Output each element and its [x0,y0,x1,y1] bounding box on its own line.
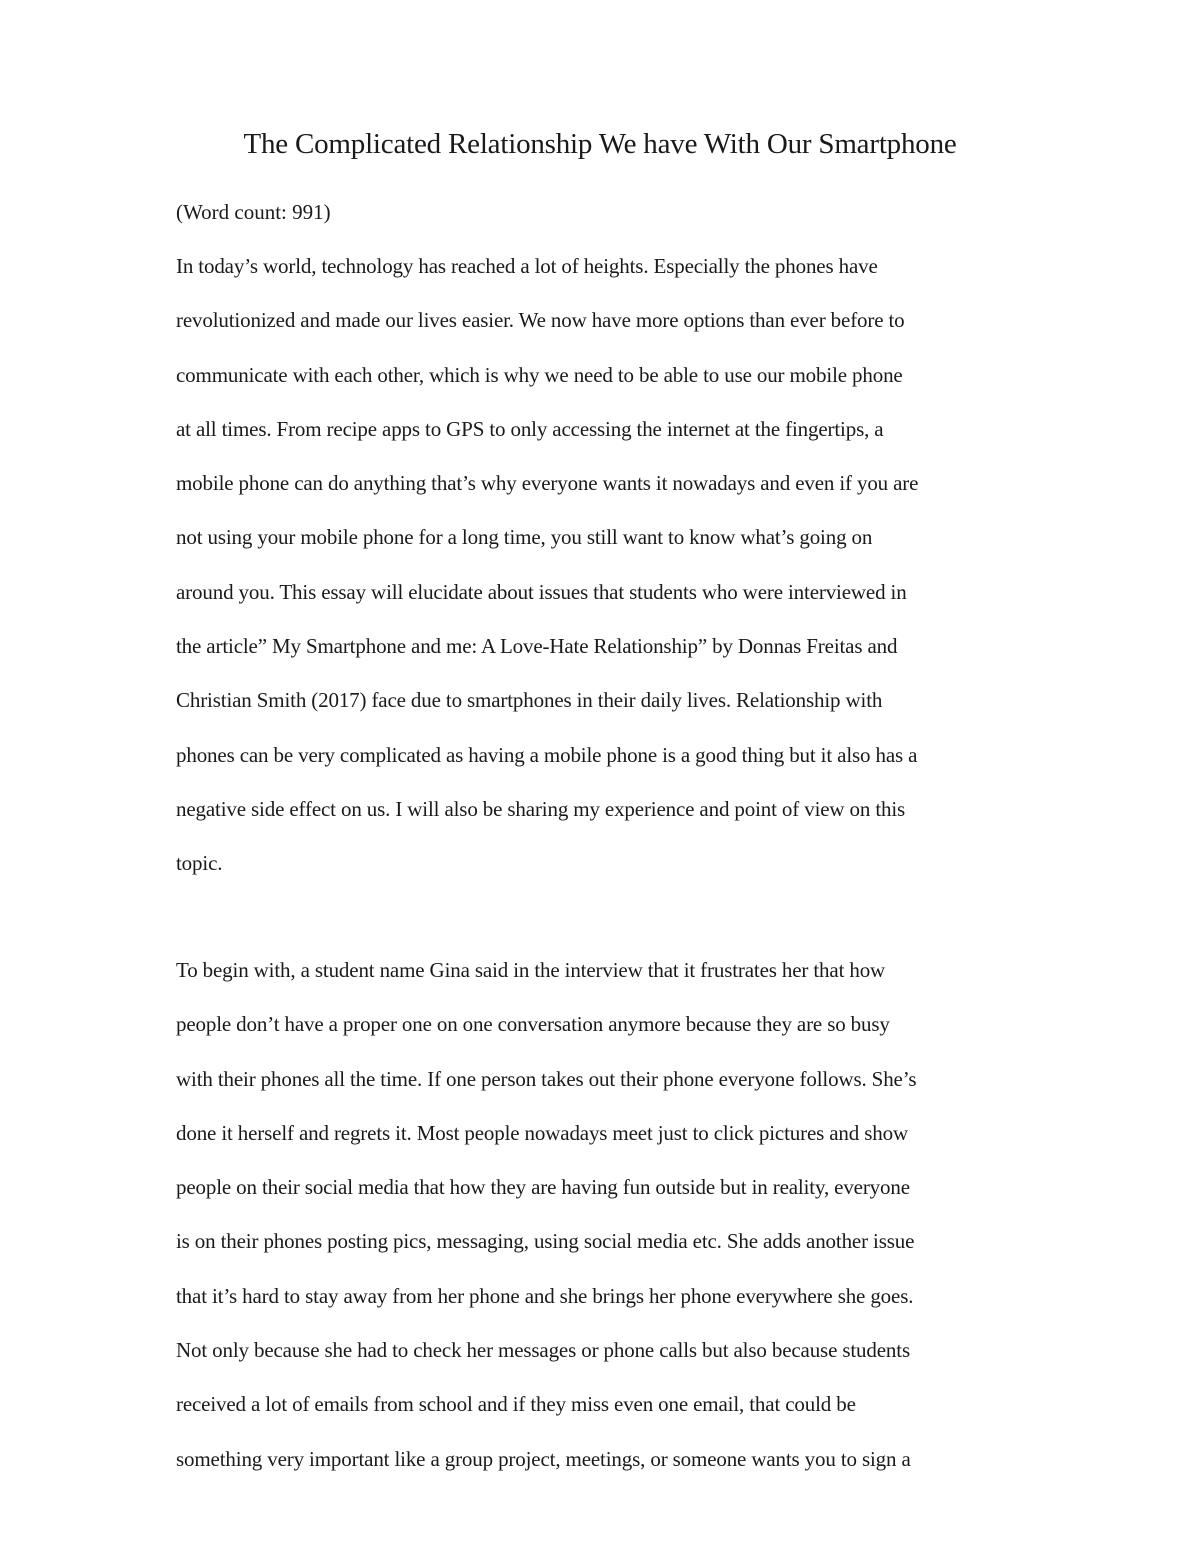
paragraph-line: people don’t have a proper one on one conversation anymore because they are so busy [176,1012,890,1037]
paragraph-line: the article” My Smartphone and me: A Love-Hate Relationship” by Donnas Freitas and [176,634,898,659]
paragraph-line: with their phones all the time. If one person takes out their phone everyone follows. She’s [176,1066,917,1091]
paragraph-line: phones can be very complicated as having a mobile phone is a good thing but it also has a [176,742,918,767]
paragraph-line: done it herself and regrets it. Most people nowadays meet just to click pictures and show [176,1120,908,1145]
paragraph-line: In today’s world, technology has reached a lot of heights. Especially the phones have [176,254,878,278]
paragraph-line: something very important like a group project, meetings, or someone wants you to sign a [176,1446,911,1471]
paragraph-line: To begin with, a student name Gina said in the interview that it frustrates her that how [176,958,886,982]
paragraph-line: at all times. From recipe apps to GPS to only accessing the internet at the fingertips, a [176,416,884,441]
paragraph-2 [176,954,1036,1497]
paragraph-line: communicate with each other, which is why we need to be able to use our mobile phone [176,362,903,387]
paragraph-line: topic. [176,851,223,876]
paragraph-line: Christian Smith (2017) face due to smartphones in their daily lives. Relationship with [176,688,883,713]
paragraph-line: that it’s hard to stay away from her phone and she brings her phone everywhere she goes. [176,1283,914,1308]
paragraph-1 [176,250,1036,902]
document-title: The Complicated Relationship We have With Our Smartphone [243,128,957,160]
paragraph-line: received a lot of emails from school and if they miss even one email, that could be [176,1392,856,1417]
paragraph-line: negative side effect on us. I will also be sharing my experience and point of view on this [176,796,906,821]
paragraph-line: around you. This essay will elucidate about issues that students who were interviewed in [176,579,907,604]
paragraph-line: people on their social media that how they are having fun outside but in reality, everyone [176,1175,910,1200]
paragraph-line: not using your mobile phone for a long time, you still want to know what’s going on [176,525,873,550]
paragraph-line: mobile phone can do anything that’s why everyone wants it nowadays and even if you are [176,471,919,496]
paragraph-line: is on their phones posting pics, messaging, using social media etc. She adds another issue [176,1229,915,1254]
paragraph-line: revolutionized and made our lives easier. We now have more options than ever before to [176,308,905,333]
word-count: (Word count: 991) [176,200,331,224]
paragraph-line: Not only because she had to check her messages or phone calls but also because students [176,1338,910,1363]
